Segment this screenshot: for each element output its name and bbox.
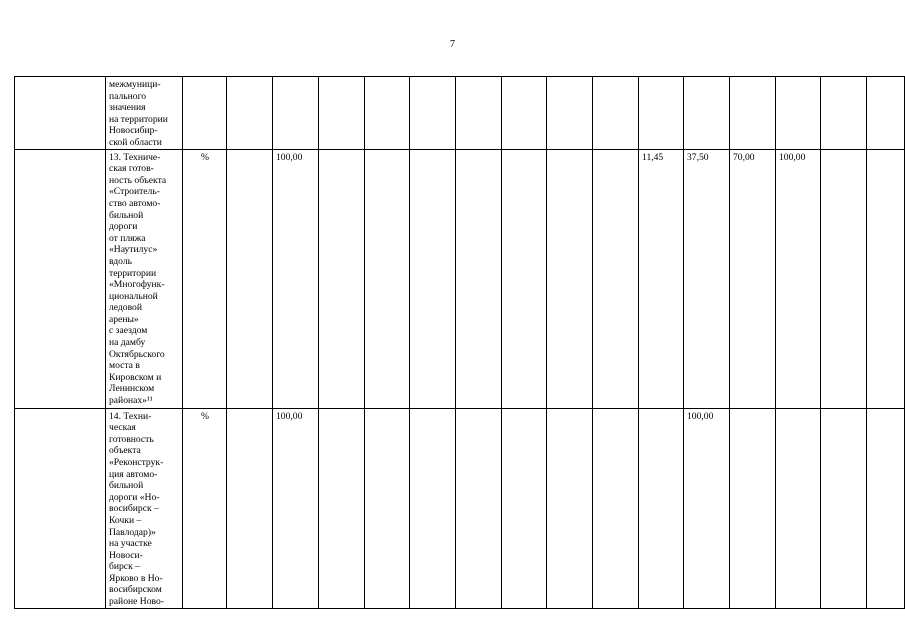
empty-cell (15, 149, 106, 408)
value-cell (365, 149, 410, 408)
value-cell (410, 408, 456, 608)
value-cell (227, 77, 273, 150)
value-cell (410, 149, 456, 408)
indicator-name-cell: 13. Техниче- ская готов- ность объекта «Строитель- ство автомо- бильной дороги от пляжа «Наутилус» вдоль территории «Многофунк- циональной ледовой арены» с заездом на дамбу Октябрьского моста в Кировском и Ленинском районах»¹¹ (106, 149, 183, 408)
value-cell: 11,45 (639, 149, 684, 408)
value-cell (273, 77, 319, 150)
value-cell (502, 149, 547, 408)
value-cell: 100,00 (273, 408, 319, 608)
unit-cell: % (183, 408, 227, 608)
value-cell (730, 408, 776, 608)
table-row (15, 77, 905, 150)
value-cell (227, 149, 273, 408)
value-cell: 37,50 (684, 149, 730, 408)
value-cell (365, 77, 410, 150)
value-cell (593, 77, 639, 150)
page-number: 7 (450, 39, 455, 50)
value-cell (547, 149, 593, 408)
value-cell: 100,00 (273, 149, 319, 408)
value-cell (867, 408, 905, 608)
empty-cell (15, 408, 106, 608)
value-cell (593, 408, 639, 608)
table-row (15, 149, 905, 408)
value-cell: 100,00 (684, 408, 730, 608)
value-cell (227, 408, 273, 608)
value-cell (319, 408, 365, 608)
value-cell: 100,00 (776, 149, 821, 408)
value-cell (456, 149, 502, 408)
value-cell (639, 408, 684, 608)
value-cell (867, 149, 905, 408)
data-table (14, 76, 905, 609)
value-cell (593, 149, 639, 408)
value-cell (456, 77, 502, 150)
value-cell (319, 149, 365, 408)
value-cell (547, 408, 593, 608)
value-cell (684, 77, 730, 150)
value-cell (821, 77, 867, 150)
value-cell (456, 408, 502, 608)
value-cell (547, 77, 593, 150)
indicator-name-cell: 14. Техни- ческая готовность объекта «Реконструк- ция автомо- бильной дороги «Но- восибирск – Кочки – Павлодар)» на участке Новоси- бирск – Ярково в Но- восибирском районе Ново- (106, 408, 183, 608)
empty-cell (15, 77, 106, 150)
value-cell (821, 408, 867, 608)
value-cell (365, 408, 410, 608)
value-cell (821, 149, 867, 408)
value-cell (776, 408, 821, 608)
value-cell (502, 408, 547, 608)
table-row (15, 408, 905, 608)
value-cell (319, 77, 365, 150)
value-cell: 70,00 (730, 149, 776, 408)
value-cell (410, 77, 456, 150)
value-cell (639, 77, 684, 150)
value-cell (502, 77, 547, 150)
indicator-name-cell: межмуници- пального значения на территории Новосибир- ской области (106, 77, 183, 150)
unit-cell: % (183, 149, 227, 408)
value-cell (730, 77, 776, 150)
value-cell (776, 77, 821, 150)
value-cell (867, 77, 905, 150)
unit-cell (183, 77, 227, 150)
